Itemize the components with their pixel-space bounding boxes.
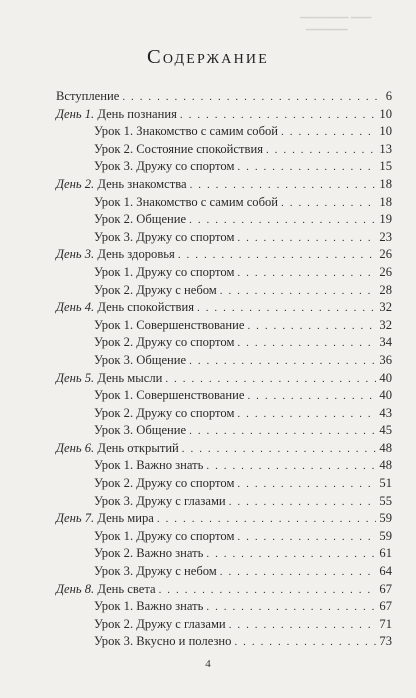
toc-lesson-entry [56, 423, 392, 441]
toc-page-number: 43 [379, 405, 392, 420]
toc-entry-text: Урок 2. Дружу с небом [94, 282, 217, 297]
toc-lesson-entry [56, 230, 392, 248]
toc-entry-text: День света [94, 581, 156, 596]
toc-page-number: 34 [379, 335, 392, 350]
toc-entry-text: День знакомства [94, 176, 187, 191]
toc-lesson-entry [56, 617, 392, 635]
toc-entry-text: Урок 1. Важно знать [94, 458, 204, 473]
toc-page-number: 59 [379, 528, 392, 543]
toc-entry-text: Урок 3. Общение [94, 352, 187, 367]
toc-entry-title [94, 283, 217, 298]
toc-day-label: День 4. [56, 300, 95, 315]
toc-lesson-entry [56, 142, 392, 160]
toc-page-number: 40 [379, 388, 392, 403]
toc-entry-text: Урок 2. Дружу со спортом [94, 405, 235, 420]
toc-page-number: 48 [379, 458, 392, 473]
toc-entry-text: Урок 1. Дружу со спортом [94, 264, 235, 279]
toc-page-number: 40 [379, 370, 392, 385]
toc-page-number: 23 [379, 229, 392, 244]
toc-lesson-entry [56, 388, 392, 406]
toc-entry-text: День мысли [94, 370, 163, 385]
toc-page-number: 32 [379, 317, 392, 332]
table-of-contents [56, 89, 392, 652]
toc-page-number: 55 [379, 493, 392, 508]
dot-leader [182, 443, 377, 455]
toc-entry-title [94, 546, 203, 561]
toc-page-number: 26 [379, 247, 392, 262]
toc-entry-title [94, 634, 231, 649]
dot-leader [237, 408, 376, 420]
toc-lesson-entry [56, 546, 392, 564]
dot-leader [189, 355, 376, 367]
toc-entry-title [94, 423, 186, 438]
toc-day-label: День 7. [56, 511, 95, 526]
toc-entry-text: Урок 2. Важно знать [94, 546, 204, 561]
toc-lesson-entry [56, 318, 392, 336]
toc-day-label: День 6. [56, 440, 95, 455]
toc-page-number: 67 [379, 599, 392, 614]
dot-leader [220, 566, 377, 578]
toc-entry-title [56, 89, 119, 104]
page-title: Содержание [147, 46, 269, 68]
toc-day-label: День 1. [56, 106, 95, 121]
toc-entry-title [94, 353, 186, 368]
toc-page-number: 51 [379, 476, 392, 491]
dot-leader [237, 161, 376, 173]
toc-entry-title [94, 617, 226, 632]
toc-entry-text: Урок 2. Дружу с глазами [94, 616, 226, 631]
toc-entry-title [94, 265, 234, 280]
toc-entry-text: Урок 1. Дружу со спортом [94, 528, 235, 543]
toc-entry-text: Урок 3. Вкусно и полезно [94, 634, 232, 649]
toc-page-number: 18 [379, 194, 392, 209]
toc-entry-text: Урок 3. Дружу с небом [94, 564, 217, 579]
toc-day-label: День 8. [56, 581, 95, 596]
toc-entry-text: Урок 1. Знакомство с самим собой [94, 194, 279, 209]
toc-entry-title [94, 212, 186, 227]
dot-leader [178, 249, 377, 261]
toc-entry-text: Урок 1. Совершенствование [94, 317, 245, 332]
toc-page-number: 71 [379, 616, 392, 631]
dot-leader [165, 373, 376, 385]
dot-leader [220, 285, 377, 297]
toc-entry-text: Урок 2. Состояние спокойствия [94, 141, 263, 156]
toc-day-entry [56, 107, 392, 125]
dot-leader [237, 531, 376, 543]
toc-day-entry [56, 582, 392, 600]
dot-leader [159, 584, 377, 596]
toc-page-number: 73 [379, 634, 392, 649]
toc-lesson-entry [56, 212, 392, 230]
toc-page-number: 10 [379, 124, 392, 139]
toc-lesson-entry [56, 195, 392, 213]
dot-leader [229, 619, 377, 631]
toc-entry-text: День познания [94, 106, 177, 121]
toc-entry-text: Урок 3. Общение [94, 423, 187, 438]
dot-leader [206, 548, 376, 560]
dot-leader [197, 302, 376, 314]
dot-leader [281, 126, 376, 138]
dot-leader [206, 601, 376, 613]
toc-lesson-entry [56, 159, 392, 177]
toc-day-label: День 3. [56, 247, 95, 262]
toc-entry-title [94, 564, 217, 579]
toc-lesson-entry [56, 564, 392, 582]
bleed-through: ▁▁▁▁▁▁ [306, 20, 348, 30]
toc-page-number: 61 [379, 546, 392, 561]
toc-entry-title [94, 142, 263, 157]
dot-leader [237, 232, 376, 244]
toc-lesson-entry [56, 265, 392, 283]
toc-entry-title [94, 406, 234, 421]
page-number: 4 [205, 658, 211, 670]
toc-entry-title [56, 177, 187, 192]
toc-lesson-entry [56, 124, 392, 142]
toc-entry-text: Урок 2. Общение [94, 212, 187, 227]
toc-lesson-entry [56, 476, 392, 494]
dot-leader [247, 390, 376, 402]
dot-leader [180, 109, 376, 121]
toc-page-number: 6 [385, 89, 392, 103]
toc-day-entry [56, 371, 392, 389]
toc-entry-title [94, 388, 244, 403]
toc-entry-title [94, 335, 234, 350]
toc-entry-text: День открытий [94, 440, 179, 455]
toc-entry-text: День спокойствия [94, 300, 195, 315]
toc-entry-text: День здоровья [94, 247, 175, 262]
dot-leader [229, 496, 377, 508]
toc-entry-title [56, 511, 154, 526]
toc-page-number: 15 [379, 159, 392, 174]
toc-page-number: 13 [379, 141, 392, 156]
dot-leader [234, 636, 376, 648]
toc-entry-text: Урок 1. Совершенствование [94, 388, 245, 403]
toc-lesson-entry [56, 335, 392, 353]
toc-entry-text: Урок 3. Дружу с глазами [94, 493, 226, 508]
toc-page-number: 67 [379, 581, 392, 596]
toc-page-number: 64 [379, 564, 392, 579]
toc-lesson-entry [56, 458, 392, 476]
toc-day-entry [56, 247, 392, 265]
toc-page-number: 36 [379, 352, 392, 367]
toc-entry-text: Урок 2. Дружу со спортом [94, 335, 235, 350]
toc-lesson-entry [56, 494, 392, 512]
toc-entry-title [56, 107, 177, 122]
toc-entry-title [94, 458, 203, 473]
toc-entry-title [94, 494, 226, 509]
toc-day-label: День 2. [56, 176, 95, 191]
toc-page-number: 45 [379, 423, 392, 438]
toc-lesson-entry [56, 599, 392, 617]
toc-lesson-entry [56, 406, 392, 424]
toc-entry-text: День мира [94, 511, 154, 526]
toc-entry-title [56, 300, 194, 315]
dot-leader [237, 478, 376, 490]
toc-day-entry [56, 511, 392, 529]
dot-leader [237, 337, 376, 349]
toc-entry-text: Урок 3. Дружу со спортом [94, 229, 235, 244]
dot-leader [237, 267, 376, 279]
toc-entry-title [94, 159, 234, 174]
toc-lesson-entry [56, 634, 392, 652]
toc-page-number: 59 [379, 511, 392, 526]
toc-entry-title [94, 124, 278, 139]
dot-leader [189, 425, 376, 437]
toc-entry-title [94, 230, 234, 245]
toc-page-number: 18 [379, 176, 392, 191]
dot-leader [206, 460, 376, 472]
toc-entry-text: Вступление [56, 89, 120, 103]
dot-leader [190, 179, 377, 191]
toc-entry-title [56, 371, 162, 386]
dot-leader [266, 144, 376, 156]
toc-entry-title [56, 247, 175, 262]
toc-page-number: 48 [379, 440, 392, 455]
dot-leader [122, 91, 377, 103]
toc-entry-text: Урок 1. Знакомство с самим собой [94, 124, 279, 139]
toc-lesson-entry [56, 353, 392, 371]
toc-page-number: 28 [379, 282, 392, 297]
toc-entry-text: Урок 3. Дружу со спортом [94, 159, 235, 174]
toc-entry-title [56, 582, 156, 597]
toc-entry-title [56, 441, 179, 456]
toc-lesson-entry [56, 529, 392, 547]
toc-entry-title [94, 195, 278, 210]
toc-entry-text: Урок 1. Важно знать [94, 599, 204, 614]
toc-page-number: 32 [379, 300, 392, 315]
dot-leader [157, 513, 377, 525]
toc-entry-title [94, 599, 203, 614]
dot-leader [189, 214, 376, 226]
toc-entry-text: Урок 2. Дружу со спортом [94, 476, 235, 491]
toc-page-number: 26 [379, 264, 392, 279]
toc-day-label: День 5. [56, 370, 95, 385]
toc-lesson-entry [56, 283, 392, 301]
toc-entry-title [94, 476, 234, 491]
toc-entry-title [94, 318, 244, 333]
toc-page-number: 10 [379, 106, 392, 121]
dot-leader [281, 197, 376, 209]
toc-day-entry [56, 441, 392, 459]
bleed-through: ▁▁▁▁▁▁▁ ▁▁▁ [300, 8, 372, 18]
toc-day-entry [56, 300, 392, 318]
dot-leader [247, 320, 376, 332]
toc-entry-title [94, 529, 234, 544]
toc-day-entry [56, 177, 392, 195]
toc-page-number: 19 [379, 212, 392, 227]
toc-day-entry [56, 89, 392, 107]
